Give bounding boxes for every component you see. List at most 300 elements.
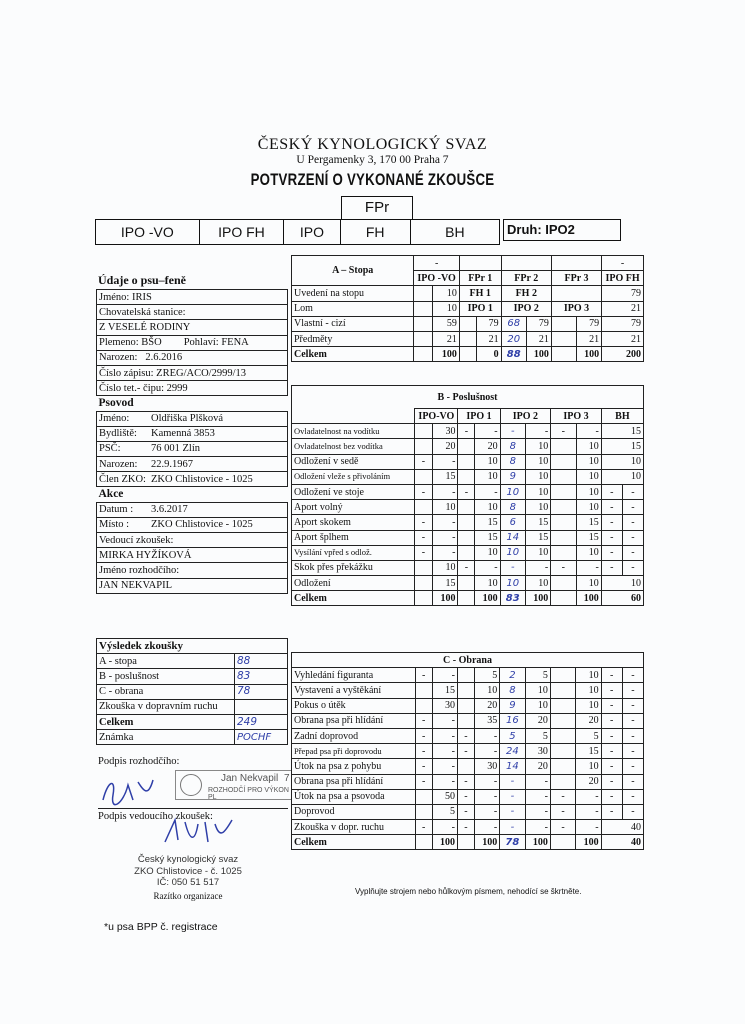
b-cell xyxy=(551,454,576,469)
result-value-total: 249 xyxy=(235,714,288,729)
a-row1-c8: 21 xyxy=(602,301,644,316)
c-cell xyxy=(550,759,575,774)
c-cell xyxy=(457,835,474,850)
c-row-label: Pokus o útěk xyxy=(292,698,416,713)
c-cell xyxy=(457,668,474,683)
result-value-traffic xyxy=(235,699,288,714)
c-cell: - xyxy=(622,698,643,713)
b-row-label: Aport skokem xyxy=(292,515,415,530)
a-row-items: Předměty 21 21 20 21 21 21 xyxy=(292,331,644,346)
b-row-label: Odložení ve stoje xyxy=(292,484,415,499)
c-cell: 78 xyxy=(500,835,525,850)
c-cell: - xyxy=(432,713,457,728)
result-value-b: 83 xyxy=(235,669,288,684)
a-head-2: FPr 2 xyxy=(501,271,551,286)
c-cell: - xyxy=(415,774,432,789)
a-row-own: Vlastní - cizí 59 79 68 79 79 79 xyxy=(292,316,644,331)
b-cell: 8 xyxy=(500,439,525,454)
c-cell: - xyxy=(415,744,432,759)
a-h3-2: IPO 2 xyxy=(501,301,551,316)
b-cell: - xyxy=(415,484,432,499)
b-cell: - xyxy=(525,560,550,575)
b-row-label: Ovladatelnost bez vodítka xyxy=(292,439,415,454)
c-cell: 20 xyxy=(474,698,499,713)
b-cell: 15 xyxy=(432,576,458,591)
section-a-title: A – Stopa xyxy=(292,256,414,286)
b-row-label: Skok přes překážku xyxy=(292,560,415,575)
b-cell: 20 xyxy=(432,439,458,454)
c-row-label: Obrana psa při hlídání xyxy=(292,774,416,789)
a-top-2 xyxy=(501,256,551,271)
c-row-label: Celkem xyxy=(292,835,416,850)
section-c-title: C - Obrana xyxy=(292,653,644,668)
org-address: U Pergamenky 3, 170 00 Praha 7 xyxy=(296,154,449,166)
category-bh: BH xyxy=(410,220,499,245)
c-cell: - xyxy=(432,820,457,835)
category-ipo-vo: IPO -VO xyxy=(96,220,200,245)
fpr-box: FPr xyxy=(341,196,413,220)
result-label-total: Celkem xyxy=(97,714,235,729)
b-cell: 10 xyxy=(525,500,550,515)
c-cell: 100 xyxy=(432,835,457,850)
b-cell: 10 xyxy=(601,576,643,591)
c-cell: 10 xyxy=(576,698,601,713)
c-row-label: Zadní doprovod xyxy=(292,728,416,743)
c-cell xyxy=(457,683,474,698)
breed-sex: Plemeno: BŠO Pohlaví: FENA xyxy=(97,335,288,350)
b-cell: 10 xyxy=(475,545,500,560)
c-cell xyxy=(415,698,432,713)
a-head-3: FPr 3 xyxy=(551,271,601,286)
c-cell: - xyxy=(474,789,499,804)
b-cell: 8 xyxy=(500,454,525,469)
c-cell: - xyxy=(432,759,457,774)
b-cell: 10 xyxy=(525,576,550,591)
c-cell: - xyxy=(622,789,643,804)
b-cell xyxy=(551,439,576,454)
result-label-b: B - poslušnost xyxy=(97,669,235,684)
c-cell: 5 xyxy=(500,728,525,743)
a-top-3 xyxy=(551,256,601,271)
b-cell: 15 xyxy=(576,530,601,545)
c-cell: - xyxy=(457,744,474,759)
b-row xyxy=(292,530,644,545)
c-cell: 2 xyxy=(500,668,525,683)
c-cell: - xyxy=(601,713,622,728)
fill-note: Vyplňujte strojem nebo hůlkovým písmem, nehodící se škrtněte. xyxy=(355,887,582,896)
b-cell: - xyxy=(415,515,432,530)
c-cell: 16 xyxy=(500,713,525,728)
c-cell: 100 xyxy=(525,835,550,850)
b-cell: - xyxy=(622,530,643,545)
b-cell: 15 xyxy=(432,469,458,484)
b-row-label: Ovladatelnost na vodítku xyxy=(292,424,415,439)
a-h3-3: IPO 3 xyxy=(551,301,601,316)
event-section-title: Akce xyxy=(97,487,288,502)
c-cell xyxy=(415,789,432,804)
b-row-label: Aport šplhem xyxy=(292,530,415,545)
result-value-a: 88 xyxy=(235,654,288,669)
c-cell: 8 xyxy=(500,683,525,698)
c-cell: - xyxy=(415,820,432,835)
b-cell: 10 xyxy=(475,454,500,469)
c-row xyxy=(292,668,644,683)
c-cell xyxy=(415,835,432,850)
c-cell: - xyxy=(457,728,474,743)
b-row xyxy=(292,576,644,591)
b-cell xyxy=(551,484,576,499)
result-label-grade: Známka xyxy=(97,730,235,745)
c-cell: - xyxy=(525,774,550,789)
c-cell: - xyxy=(622,774,643,789)
c-cell: - xyxy=(576,789,601,804)
dog-name: Jméno: IRIS xyxy=(97,290,288,305)
b-cell: 9 xyxy=(500,469,525,484)
c-cell: - xyxy=(457,789,474,804)
c-cell xyxy=(550,668,575,683)
b-cell: - xyxy=(458,560,475,575)
kennel-label: Chovatelská stanice: xyxy=(97,305,288,320)
b-cell: 10 xyxy=(500,545,525,560)
c-cell: - xyxy=(525,789,550,804)
c-cell: 20 xyxy=(525,759,550,774)
c-row xyxy=(292,728,644,743)
a-row1-c1: 10 xyxy=(432,301,459,316)
b-cell: 100 xyxy=(432,591,458,606)
a-row0-c1: 10 xyxy=(432,286,459,301)
c-cell: 10 xyxy=(525,698,550,713)
b-cell: - xyxy=(475,560,500,575)
c-cell: 5 xyxy=(576,728,601,743)
category-fh: FH xyxy=(340,220,410,245)
result-label-traffic: Zkouška v dopravním ruchu xyxy=(97,699,235,714)
b-cell: 10 xyxy=(525,469,550,484)
b-cell xyxy=(551,576,576,591)
b-cell xyxy=(415,439,432,454)
c-cell: - xyxy=(622,804,643,819)
c-cell: - xyxy=(415,713,432,728)
b-cell xyxy=(458,454,475,469)
c-cell: 10 xyxy=(525,683,550,698)
c-cell: 15 xyxy=(432,683,457,698)
c-cell: 40 xyxy=(601,835,643,850)
b-cell: 15 xyxy=(601,439,643,454)
b-cell: 10 xyxy=(432,560,458,575)
b-row xyxy=(292,515,644,530)
c-cell: 10 xyxy=(576,668,601,683)
a-h2-3 xyxy=(551,286,601,301)
b-cell xyxy=(458,500,475,515)
b-cell: 10 xyxy=(500,484,525,499)
c-cell: 15 xyxy=(576,744,601,759)
a-top-1 xyxy=(459,256,501,271)
leader-label: Vedoucí zkoušek: xyxy=(97,533,288,548)
c-cell: - xyxy=(415,668,432,683)
c-cell: 10 xyxy=(474,683,499,698)
a-row-total: Celkem 100 0 88 100 100 200 xyxy=(292,347,644,362)
c-cell xyxy=(415,804,432,819)
c-cell xyxy=(550,698,575,713)
b-cell: 10 xyxy=(525,545,550,560)
b-cell xyxy=(458,439,475,454)
b-cell: 10 xyxy=(525,439,550,454)
dog-table xyxy=(96,289,288,594)
b-row xyxy=(292,469,644,484)
b-cell: 15 xyxy=(601,424,643,439)
c-cell xyxy=(457,698,474,713)
b-cell xyxy=(551,545,576,560)
a-row-label-1: Lom xyxy=(292,301,414,316)
b-cell xyxy=(551,591,576,606)
c-cell: 40 xyxy=(601,820,643,835)
c-cell: - xyxy=(601,774,622,789)
b-cell: - xyxy=(458,484,475,499)
b-row-label: Odložení v sedě xyxy=(292,454,415,469)
b-cell xyxy=(551,515,576,530)
b-cell: 15 xyxy=(475,515,500,530)
result-value-c: 78 xyxy=(235,684,288,699)
b-cell: - xyxy=(622,500,643,515)
owner-psc: PSČ: 76 001 Zlín xyxy=(97,441,288,456)
c-cell: - xyxy=(474,728,499,743)
b-row xyxy=(292,545,644,560)
b-cell: 10 xyxy=(576,500,601,515)
c-row-label: Útok na psa a psovoda xyxy=(292,789,416,804)
dog-born: Narozen: 2.6.2016 xyxy=(97,350,288,365)
b-cell: 100 xyxy=(576,591,601,606)
b-cell: 83 xyxy=(500,591,525,606)
b-cell xyxy=(551,500,576,515)
b-cell: 10 xyxy=(500,576,525,591)
c-cell: - xyxy=(525,804,550,819)
c-row xyxy=(292,698,644,713)
footnote: *u psa BPP č. registrace xyxy=(104,921,218,933)
b-cell xyxy=(458,545,475,560)
b-cell: 10 xyxy=(475,469,500,484)
b-cell: 10 xyxy=(601,469,643,484)
b-cell: - xyxy=(601,545,622,560)
b-cell: 10 xyxy=(576,454,601,469)
b-cell: - xyxy=(622,545,643,560)
c-cell: 14 xyxy=(500,759,525,774)
c-cell: 30 xyxy=(474,759,499,774)
c-cell: 30 xyxy=(432,698,457,713)
b-cell xyxy=(458,530,475,545)
c-row-label: Doprovod xyxy=(292,804,416,819)
c-cell: - xyxy=(500,774,525,789)
a-top-4: - xyxy=(602,256,644,271)
b-cell: 10 xyxy=(576,439,601,454)
c-cell: 9 xyxy=(500,698,525,713)
b-row xyxy=(292,439,644,454)
c-row xyxy=(292,759,644,774)
c-cell: - xyxy=(415,759,432,774)
org-stamp: Český kynologický svaz ZKO Chlistovice - č. 1025 IČ: 050 51 517 xyxy=(134,854,242,888)
c-cell xyxy=(550,683,575,698)
b-cell: 15 xyxy=(525,530,550,545)
c-cell: 20 xyxy=(525,713,550,728)
b-row xyxy=(292,484,644,499)
b-cell: 15 xyxy=(475,530,500,545)
b-cell: - xyxy=(551,560,576,575)
result-label-a: A - stopa xyxy=(97,654,235,669)
b-cell: - xyxy=(551,424,576,439)
c-row-label: Vyhledání figuranta xyxy=(292,668,416,683)
b-row xyxy=(292,591,644,606)
b-row xyxy=(292,454,644,469)
owner-born: Narozen: 22.9.1967 xyxy=(97,457,288,472)
b-cell: - xyxy=(601,530,622,545)
b-cell: - xyxy=(432,515,458,530)
c-row-label: Obrana psa při hlídání xyxy=(292,713,416,728)
c-cell: - xyxy=(601,744,622,759)
c-cell: - xyxy=(457,774,474,789)
b-cell: - xyxy=(432,530,458,545)
b-cell: 15 xyxy=(525,515,550,530)
judge-label: Jméno rozhodčího: xyxy=(97,563,288,578)
dog-chip: Číslo tet.- čipu: 2999 xyxy=(97,381,288,396)
a-head-4: IPO FH xyxy=(602,271,644,286)
b-cell: - xyxy=(415,545,432,560)
c-row-label: Útok na psa z pohybu xyxy=(292,759,416,774)
judge-signature xyxy=(98,770,178,810)
kennel: Z VESELÉ RODINY xyxy=(97,320,288,335)
b-cell xyxy=(415,500,432,515)
c-cell: - xyxy=(474,804,499,819)
section-b-title: B - Poslušnost xyxy=(292,386,644,409)
c-cell: - xyxy=(601,804,622,819)
c-cell: - xyxy=(432,774,457,789)
b-cell xyxy=(458,576,475,591)
c-cell: 50 xyxy=(432,789,457,804)
c-row xyxy=(292,774,644,789)
b-row-label: Aport volný xyxy=(292,500,415,515)
a-top-0: - xyxy=(414,256,459,271)
c-cell: - xyxy=(457,820,474,835)
c-row xyxy=(292,835,644,850)
c-cell: 5 xyxy=(432,804,457,819)
b-cell: - xyxy=(432,454,458,469)
b-row-label: Celkem xyxy=(292,591,415,606)
c-cell xyxy=(550,835,575,850)
druh-box: Druh: IPO2 xyxy=(503,219,621,241)
c-cell xyxy=(550,744,575,759)
c-cell: - xyxy=(576,820,601,835)
b-cell: - xyxy=(415,530,432,545)
b-cell xyxy=(458,515,475,530)
b-cell: 8 xyxy=(500,500,525,515)
leader-signature xyxy=(160,812,250,848)
b-row xyxy=(292,500,644,515)
b-cell: 10 xyxy=(525,454,550,469)
c-cell: - xyxy=(525,820,550,835)
b-head-2: IPO 2 xyxy=(500,409,551,424)
owner-addr: Bydliště: Kamenná 3853 xyxy=(97,426,288,441)
b-cell xyxy=(551,469,576,484)
c-cell: - xyxy=(601,789,622,804)
b-cell: 10 xyxy=(525,484,550,499)
c-cell: - xyxy=(622,668,643,683)
c-row-label: Přepad psa při doprovodu xyxy=(292,744,416,759)
b-cell: 60 xyxy=(601,591,643,606)
b-row-label: Vysílání vpřed s odlož. xyxy=(292,545,415,560)
result-section-title: Výsledek zkoušky xyxy=(97,639,288,654)
c-cell: - xyxy=(415,728,432,743)
b-row-label: Odložení xyxy=(292,576,415,591)
category-ipo-fh: IPO FH xyxy=(199,220,284,245)
judge-signature-label: Podpis rozhodčího: xyxy=(98,756,180,767)
judge-stamp: Jan Nekvapil 7 ROZHODČÍ PRO VÝKON PL xyxy=(175,770,292,800)
c-cell: - xyxy=(457,804,474,819)
leader: MIRKA HYŽÍKOVÁ xyxy=(97,548,288,563)
c-cell: - xyxy=(474,774,499,789)
owner-name: Jméno: Oldřiška Plšková xyxy=(97,411,288,426)
c-cell: - xyxy=(576,804,601,819)
c-cell: - xyxy=(550,804,575,819)
b-cell xyxy=(415,591,432,606)
b-cell xyxy=(458,469,475,484)
b-cell xyxy=(415,424,432,439)
c-row xyxy=(292,804,644,819)
c-cell: 35 xyxy=(474,713,499,728)
c-cell: - xyxy=(622,759,643,774)
b-cell: - xyxy=(601,560,622,575)
category-row xyxy=(95,219,500,245)
c-cell: 20 xyxy=(576,774,601,789)
c-cell: - xyxy=(601,728,622,743)
c-cell: 10 xyxy=(576,759,601,774)
c-cell xyxy=(415,683,432,698)
c-cell: - xyxy=(432,668,457,683)
c-cell xyxy=(550,713,575,728)
c-row-label: Vystavení a vyštěkání xyxy=(292,683,416,698)
b-cell: - xyxy=(475,424,500,439)
b-cell: 14 xyxy=(500,530,525,545)
b-cell: 100 xyxy=(475,591,500,606)
b-cell: 10 xyxy=(475,576,500,591)
event-date: Datum : 3.6.2017 xyxy=(97,502,288,517)
category-ipo: IPO xyxy=(284,220,340,245)
c-cell: - xyxy=(474,744,499,759)
c-cell: - xyxy=(432,728,457,743)
c-cell: - xyxy=(622,728,643,743)
c-cell: - xyxy=(474,820,499,835)
a-head-0: IPO -VO xyxy=(414,271,459,286)
section-c-table xyxy=(291,652,644,850)
b-cell: 10 xyxy=(576,469,601,484)
b-cell xyxy=(415,469,432,484)
event-place: Místo : ZKO Chlistovice - 1025 xyxy=(97,517,288,532)
c-cell: 100 xyxy=(474,835,499,850)
c-cell: 30 xyxy=(525,744,550,759)
owner-club: Člen ZKO: ZKO Chlistovice - 1025 xyxy=(97,472,288,487)
c-cell: - xyxy=(622,683,643,698)
b-cell: - xyxy=(601,500,622,515)
b-cell: 10 xyxy=(576,484,601,499)
c-cell: - xyxy=(432,744,457,759)
c-cell: 5 xyxy=(525,668,550,683)
c-row xyxy=(292,713,644,728)
b-cell: - xyxy=(432,484,458,499)
a-h3-1: IPO 1 xyxy=(459,301,501,316)
form-title: POTVRZENÍ O VYKONANÉ ZKOUŠCE xyxy=(250,170,495,189)
dog-reg: Číslo zápisu: ZREG/ACO/2999/13 xyxy=(97,365,288,380)
b-head-0: IPO-VO xyxy=(415,409,458,424)
c-cell: - xyxy=(601,683,622,698)
b-row xyxy=(292,560,644,575)
owner-section-title: Psovod xyxy=(97,396,288,411)
b-cell: 15 xyxy=(576,515,601,530)
